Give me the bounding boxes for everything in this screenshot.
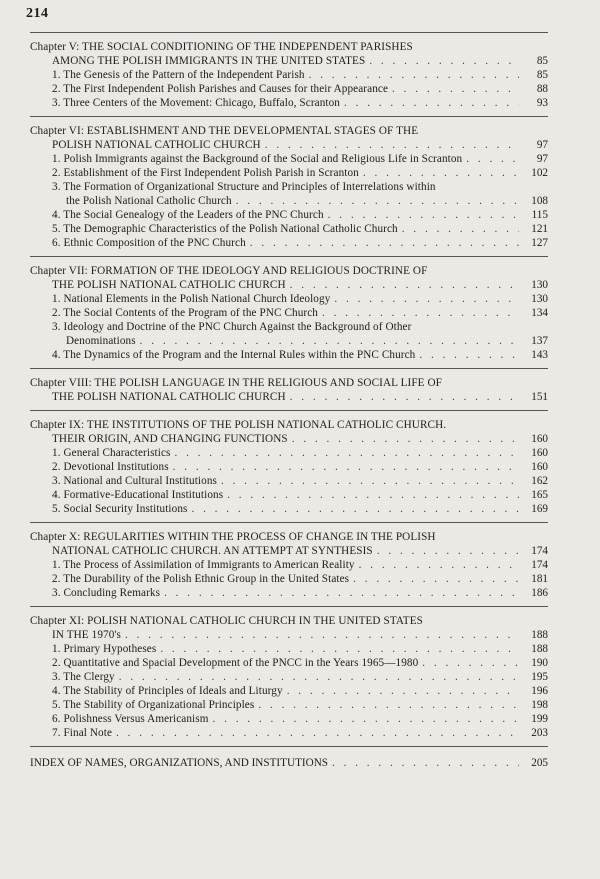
page-ref: 160 [531,433,548,445]
page-ref: 186 [531,587,548,599]
section-entry[interactable] [30,446,548,460]
page-ref: 121 [531,223,548,235]
section-title: 3. The Clergy [52,671,115,683]
page-ref: 174 [531,559,548,571]
chapter-title-line [30,264,548,278]
section-title: 3. The Formation of Organizational Structure and Principles of Interrelations within [52,181,436,193]
page-ref: 127 [531,237,548,249]
section-title: 4. The Stability of Principles of Ideals and Liturgy [52,685,283,697]
page-ref: 130 [531,279,548,291]
chapter-entry[interactable] [30,410,548,522]
page-ref: 97 [536,139,548,151]
section-entry[interactable] [30,586,548,600]
chapter-title: NATIONAL CATHOLIC CHURCH. AN ATTEMPT AT SYNTHESIS [52,545,373,557]
page-ref: 165 [531,489,548,501]
chapter-title: THE POLISH NATIONAL CATHOLIC CHURCH [52,279,286,291]
dot-leader [369,54,519,68]
dot-leader [116,726,519,740]
page-ref: 190 [531,657,548,669]
section-title: 5. The Demographic Characteristics of the Polish National Catholic Church [52,223,398,235]
page-number: 214 [26,6,49,21]
page-ref: 108 [531,195,548,207]
section-entry[interactable] [30,208,548,222]
section-title: 2. The Durability of the Polish Ethnic Group in the United States [52,573,350,585]
section-entry[interactable] [30,642,548,656]
page-ref: 151 [531,391,548,403]
section-title: the Polish National Catholic Church [66,195,232,207]
section-title: 4. The Social Genealogy of the Leaders of the PNC Church [52,209,324,221]
section-entry[interactable] [30,684,548,698]
dot-leader [334,292,519,306]
section-entry[interactable] [30,152,548,166]
section-title: 1. Polish Immigrants against the Background of the Social and Religious Life in Scranton [52,153,463,165]
dot-leader [119,670,519,684]
chapter-title: THE POLISH NATIONAL CATHOLIC CHURCH [52,391,286,403]
dot-leader [265,138,519,152]
page-ref: 85 [536,55,548,67]
dot-leader [227,488,519,502]
chapter-title-line [30,278,548,292]
dot-leader [287,684,519,698]
page-ref: 137 [531,335,548,347]
page-ref: 174 [531,545,548,557]
section-entry[interactable] [30,502,548,516]
page-ref: 88 [536,83,548,95]
dot-leader [402,222,519,236]
chapter-title: Chapter X: REGULARITIES WITHIN THE PROCESS OF CHANGE IN THE POLISH [30,531,436,543]
section-entry[interactable] [30,68,548,82]
chapter-title: Chapter VIII: THE POLISH LANGUAGE IN THE RELIGIOUS AND SOCIAL LIFE OF [30,377,443,389]
page-ref: 130 [531,293,548,305]
dot-leader [322,306,519,320]
section-title: 2. Devotional Institutions [52,461,169,473]
chapter-title-line [30,614,548,628]
chapter-entry[interactable] [30,522,548,606]
chapter-title: Chapter IX: THE INSTITUTIONS OF THE POLISH NATIONAL CATHOLIC CHURCH. [30,419,447,431]
dot-leader [328,208,519,222]
section-title: 1. The Genesis of the Pattern of the Independent Parish [52,69,305,81]
page-ref: 196 [531,685,548,697]
page-ref: 169 [531,503,548,515]
section-title: 7. Final Note [52,727,113,739]
dot-leader [422,656,519,670]
section-entry[interactable] [30,320,548,334]
chapter-title-line [30,530,548,544]
chapter-title: Chapter XI: POLISH NATIONAL CATHOLIC CHURCH IN THE UNITED STATES [30,615,423,627]
page-ref: 143 [531,349,548,361]
chapter-title: AMONG THE POLISH IMMIGRANTS IN THE UNITED STATES [52,55,366,67]
chapter-entry[interactable] [30,116,548,256]
page-ref: 198 [531,699,548,711]
section-entry[interactable] [30,488,548,502]
dot-leader [221,474,519,488]
page-ref: 93 [536,97,548,109]
section-title: 2. Establishment of the First Independent Polish Parish in Scranton [52,167,359,179]
section-entry[interactable] [30,96,548,110]
dot-leader [332,757,519,769]
section-title: 3. Concluding Remarks [52,587,161,599]
section-title: 5. The Stability of Organizational Principles [52,699,255,711]
page-ref: 181 [531,573,548,585]
chapter-title: POLISH NATIONAL CATHOLIC CHURCH [52,139,261,151]
dot-leader [290,390,519,404]
section-entry[interactable] [30,572,548,586]
section-entry[interactable] [30,698,548,712]
chapter-title: THEIR ORIGIN, AND CHANGING FUNCTIONS [52,433,288,445]
section-entry[interactable] [30,334,548,348]
page-ref: 102 [531,167,548,179]
page-ref: 188 [531,629,548,641]
page-ref: 203 [531,727,548,739]
dot-leader [258,698,519,712]
dot-leader [236,194,519,208]
page-ref: 188 [531,643,548,655]
section-entry[interactable] [30,558,548,572]
chapter-title: Chapter VI: ESTABLISHMENT AND THE DEVELOPMENTAL STAGES OF THE [30,125,419,137]
dot-leader [392,82,519,96]
dot-leader [213,712,519,726]
chapter-entry[interactable] [30,606,548,746]
chapter-title-line [30,432,548,446]
section-title: 4. The Dynamics of the Program and the Internal Rules within the PNC Church [52,349,416,361]
page-ref: 160 [531,447,548,459]
chapter-title-line [30,124,548,138]
chapter-entry[interactable] [30,368,548,410]
page-ref: 134 [531,307,548,319]
page-ref: 115 [531,209,548,221]
page-ref: 160 [531,461,548,473]
section-entry[interactable] [30,726,548,740]
chapter-title-line [30,544,548,558]
index-title: INDEX OF NAMES, ORGANIZATIONS, AND INSTITUTIONS [30,757,329,769]
section-entry[interactable] [30,460,548,474]
section-entry[interactable] [30,222,548,236]
chapter-title-line [30,54,548,68]
dot-leader [160,642,519,656]
section-entry[interactable] [30,348,548,362]
section-entry[interactable] [30,712,548,726]
dot-leader [309,68,519,82]
chapter-entry[interactable] [30,32,548,116]
index-entry[interactable] [30,746,548,769]
section-title: 2. The Social Contents of the Program of the PNC Church [52,307,318,319]
chapter-title: Chapter VII: FORMATION OF THE IDEOLOGY AND RELIGIOUS DOCTRINE OF [30,265,428,277]
chapter-title-line [30,376,548,390]
page-ref: 97 [536,153,548,165]
section-title: 2. The First Independent Polish Parishes and Causes for their Appearance [52,83,389,95]
section-title: 6. Ethnic Composition of the PNC Church [52,237,246,249]
page-ref: 205 [531,757,548,769]
dot-leader [353,572,519,586]
section-title: 6. Polishness Versus Americanism [52,713,209,725]
chapter-title-line [30,390,548,404]
section-entry[interactable] [30,236,548,250]
dot-leader [466,152,519,166]
dot-leader [359,558,519,572]
page-ref: 162 [531,475,548,487]
section-entry[interactable] [30,306,548,320]
chapter-title-line [30,628,548,642]
section-entry[interactable] [30,292,548,306]
section-title: 3. Three Centers of the Movement: Chicago, Buffalo, Scranton [52,97,341,109]
section-title: 1. Primary Hypotheses [52,643,157,655]
section-title: 5. Social Security Institutions [52,503,188,515]
dot-leader [363,166,519,180]
chapter-title: IN THE 1970's [52,629,121,641]
table-of-contents [30,32,548,769]
section-entry[interactable] [30,670,548,684]
dot-leader [164,586,519,600]
section-title: 3. Ideology and Doctrine of the PNC Church Against the Background of Other [52,321,412,333]
section-title: 4. Formative-Educational Institutions [52,489,224,501]
section-title: 3. National and Cultural Institutions [52,475,217,487]
chapter-entry[interactable] [30,256,548,368]
dot-leader [290,278,519,292]
section-entry[interactable] [30,180,548,194]
dot-leader [174,446,519,460]
dot-leader [419,348,519,362]
chapter-title: Chapter V: THE SOCIAL CONDITIONING OF THE INDEPENDENT PARISHES [30,41,413,53]
dot-leader [173,460,519,474]
section-title: 2. Quantitative and Spacial Development of the PNCC in the Years 1965—1980 [52,657,419,669]
section-title: 1. National Elements in the Polish National Church Ideology [52,293,331,305]
dot-leader [292,432,519,446]
chapter-title-line [30,138,548,152]
dot-leader [250,236,519,250]
page-ref: 85 [536,69,548,81]
section-entry[interactable] [30,474,548,488]
dot-leader [344,96,519,110]
chapter-title-line [30,40,548,54]
dot-leader [191,502,519,516]
section-entry[interactable] [30,656,548,670]
section-entry[interactable] [30,82,548,96]
dot-leader [377,544,519,558]
dot-leader [125,628,519,642]
section-entry[interactable] [30,194,548,208]
page-ref: 199 [531,713,548,725]
section-title: 1. General Characteristics [52,447,171,459]
chapter-title-line [30,418,548,432]
section-entry[interactable] [30,166,548,180]
section-title: 1. The Process of Assimilation of Immigrants to American Reality [52,559,355,571]
page-ref: 195 [531,671,548,683]
section-title: Denominations [66,335,136,347]
dot-leader [140,334,519,348]
